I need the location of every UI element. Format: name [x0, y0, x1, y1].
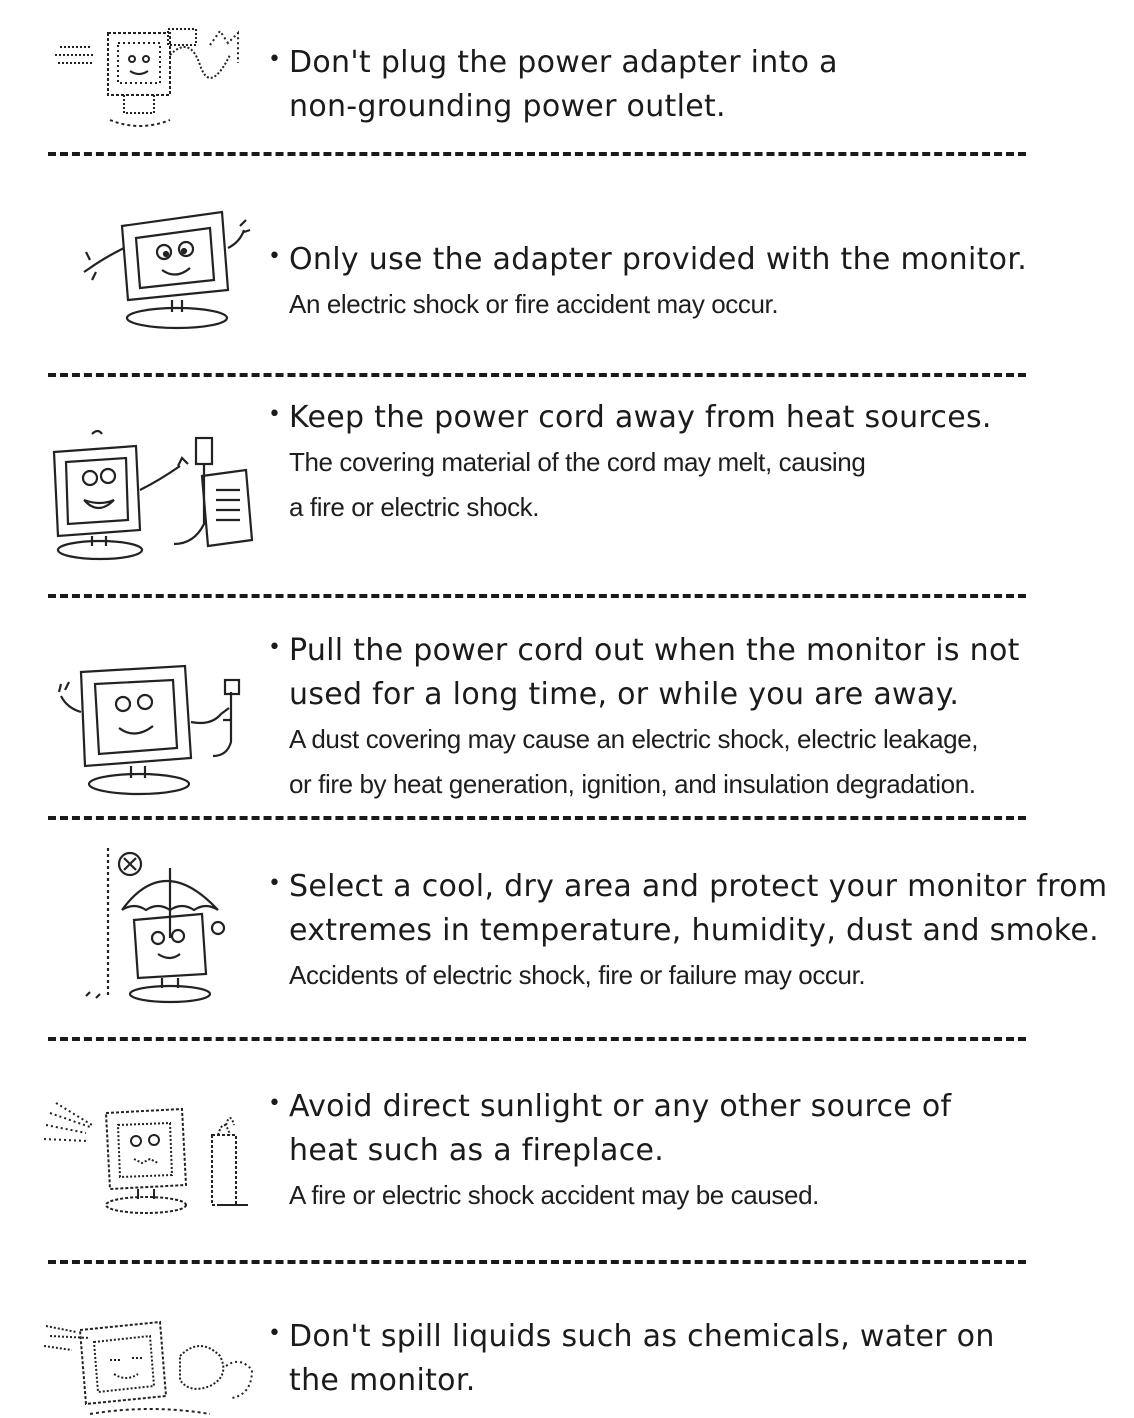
monitor-power-outlet-icon	[50, 15, 260, 135]
item-text	[268, 1315, 995, 1403]
monitor-sunlight-icon	[42, 1095, 262, 1220]
bullet: •	[268, 1321, 281, 1346]
item-title: Don't spill liquids such as chemicals, water on	[289, 1319, 995, 1354]
item-text	[268, 865, 1107, 998]
item-detail: The covering material of the cord may melt, causing	[289, 447, 866, 477]
bullet: •	[268, 402, 281, 427]
item-text	[268, 41, 838, 129]
item-title: Don't plug the power adapter into a	[289, 45, 838, 80]
monitor-heater-icon	[50, 430, 260, 562]
item-title: Avoid direct sunlight or any other source of	[289, 1089, 952, 1124]
item-title: Select a cool, dry area and protect your monitor from	[289, 869, 1108, 904]
bullet: •	[268, 47, 281, 72]
item-title: extremes in temperature, humidity, dust and smoke.	[289, 913, 1099, 948]
monitor-liquid-spill-icon	[40, 1316, 260, 1418]
dashed-divider	[48, 816, 1026, 820]
item-text	[268, 238, 1027, 327]
item-title: the monitor.	[289, 1363, 476, 1398]
item-title: non-grounding power outlet.	[289, 89, 726, 124]
bullet: •	[268, 635, 281, 660]
item-detail: An electric shock or fire accident may occur.	[289, 289, 779, 319]
bullet: •	[268, 871, 281, 896]
dashed-divider	[48, 1260, 1026, 1264]
item-text	[268, 396, 992, 530]
item-detail: a fire or electric shock.	[289, 492, 540, 522]
monitor-adapter-icon	[82, 208, 252, 333]
dashed-divider	[48, 594, 1026, 598]
item-title: Pull the power cord out when the monitor is not	[289, 633, 1020, 668]
dashed-divider	[48, 152, 1026, 156]
item-detail: or fire by heat generation, ignition, and insulation degradation.	[289, 769, 976, 799]
item-title: Keep the power cord away from heat sources.	[289, 400, 992, 435]
item-title: used for a long time, or while you are away.	[289, 677, 960, 712]
item-detail: A fire or electric shock accident may be caused.	[289, 1180, 819, 1210]
bullet: •	[268, 244, 281, 269]
item-detail: Accidents of electric shock, fire or failure may occur.	[289, 960, 866, 990]
bullet: •	[268, 1091, 281, 1116]
monitor-umbrella-icon	[78, 848, 238, 1018]
item-text	[268, 629, 1020, 807]
monitor-unplug-icon	[55, 662, 255, 797]
dashed-divider	[48, 1037, 1026, 1041]
item-title: heat such as a fireplace.	[289, 1133, 665, 1168]
item-text	[268, 1085, 951, 1218]
dashed-divider	[48, 373, 1026, 377]
item-title: Only use the adapter provided with the monitor.	[289, 242, 1028, 277]
item-detail: A dust covering may cause an electric shock, electric leakage,	[289, 724, 979, 754]
